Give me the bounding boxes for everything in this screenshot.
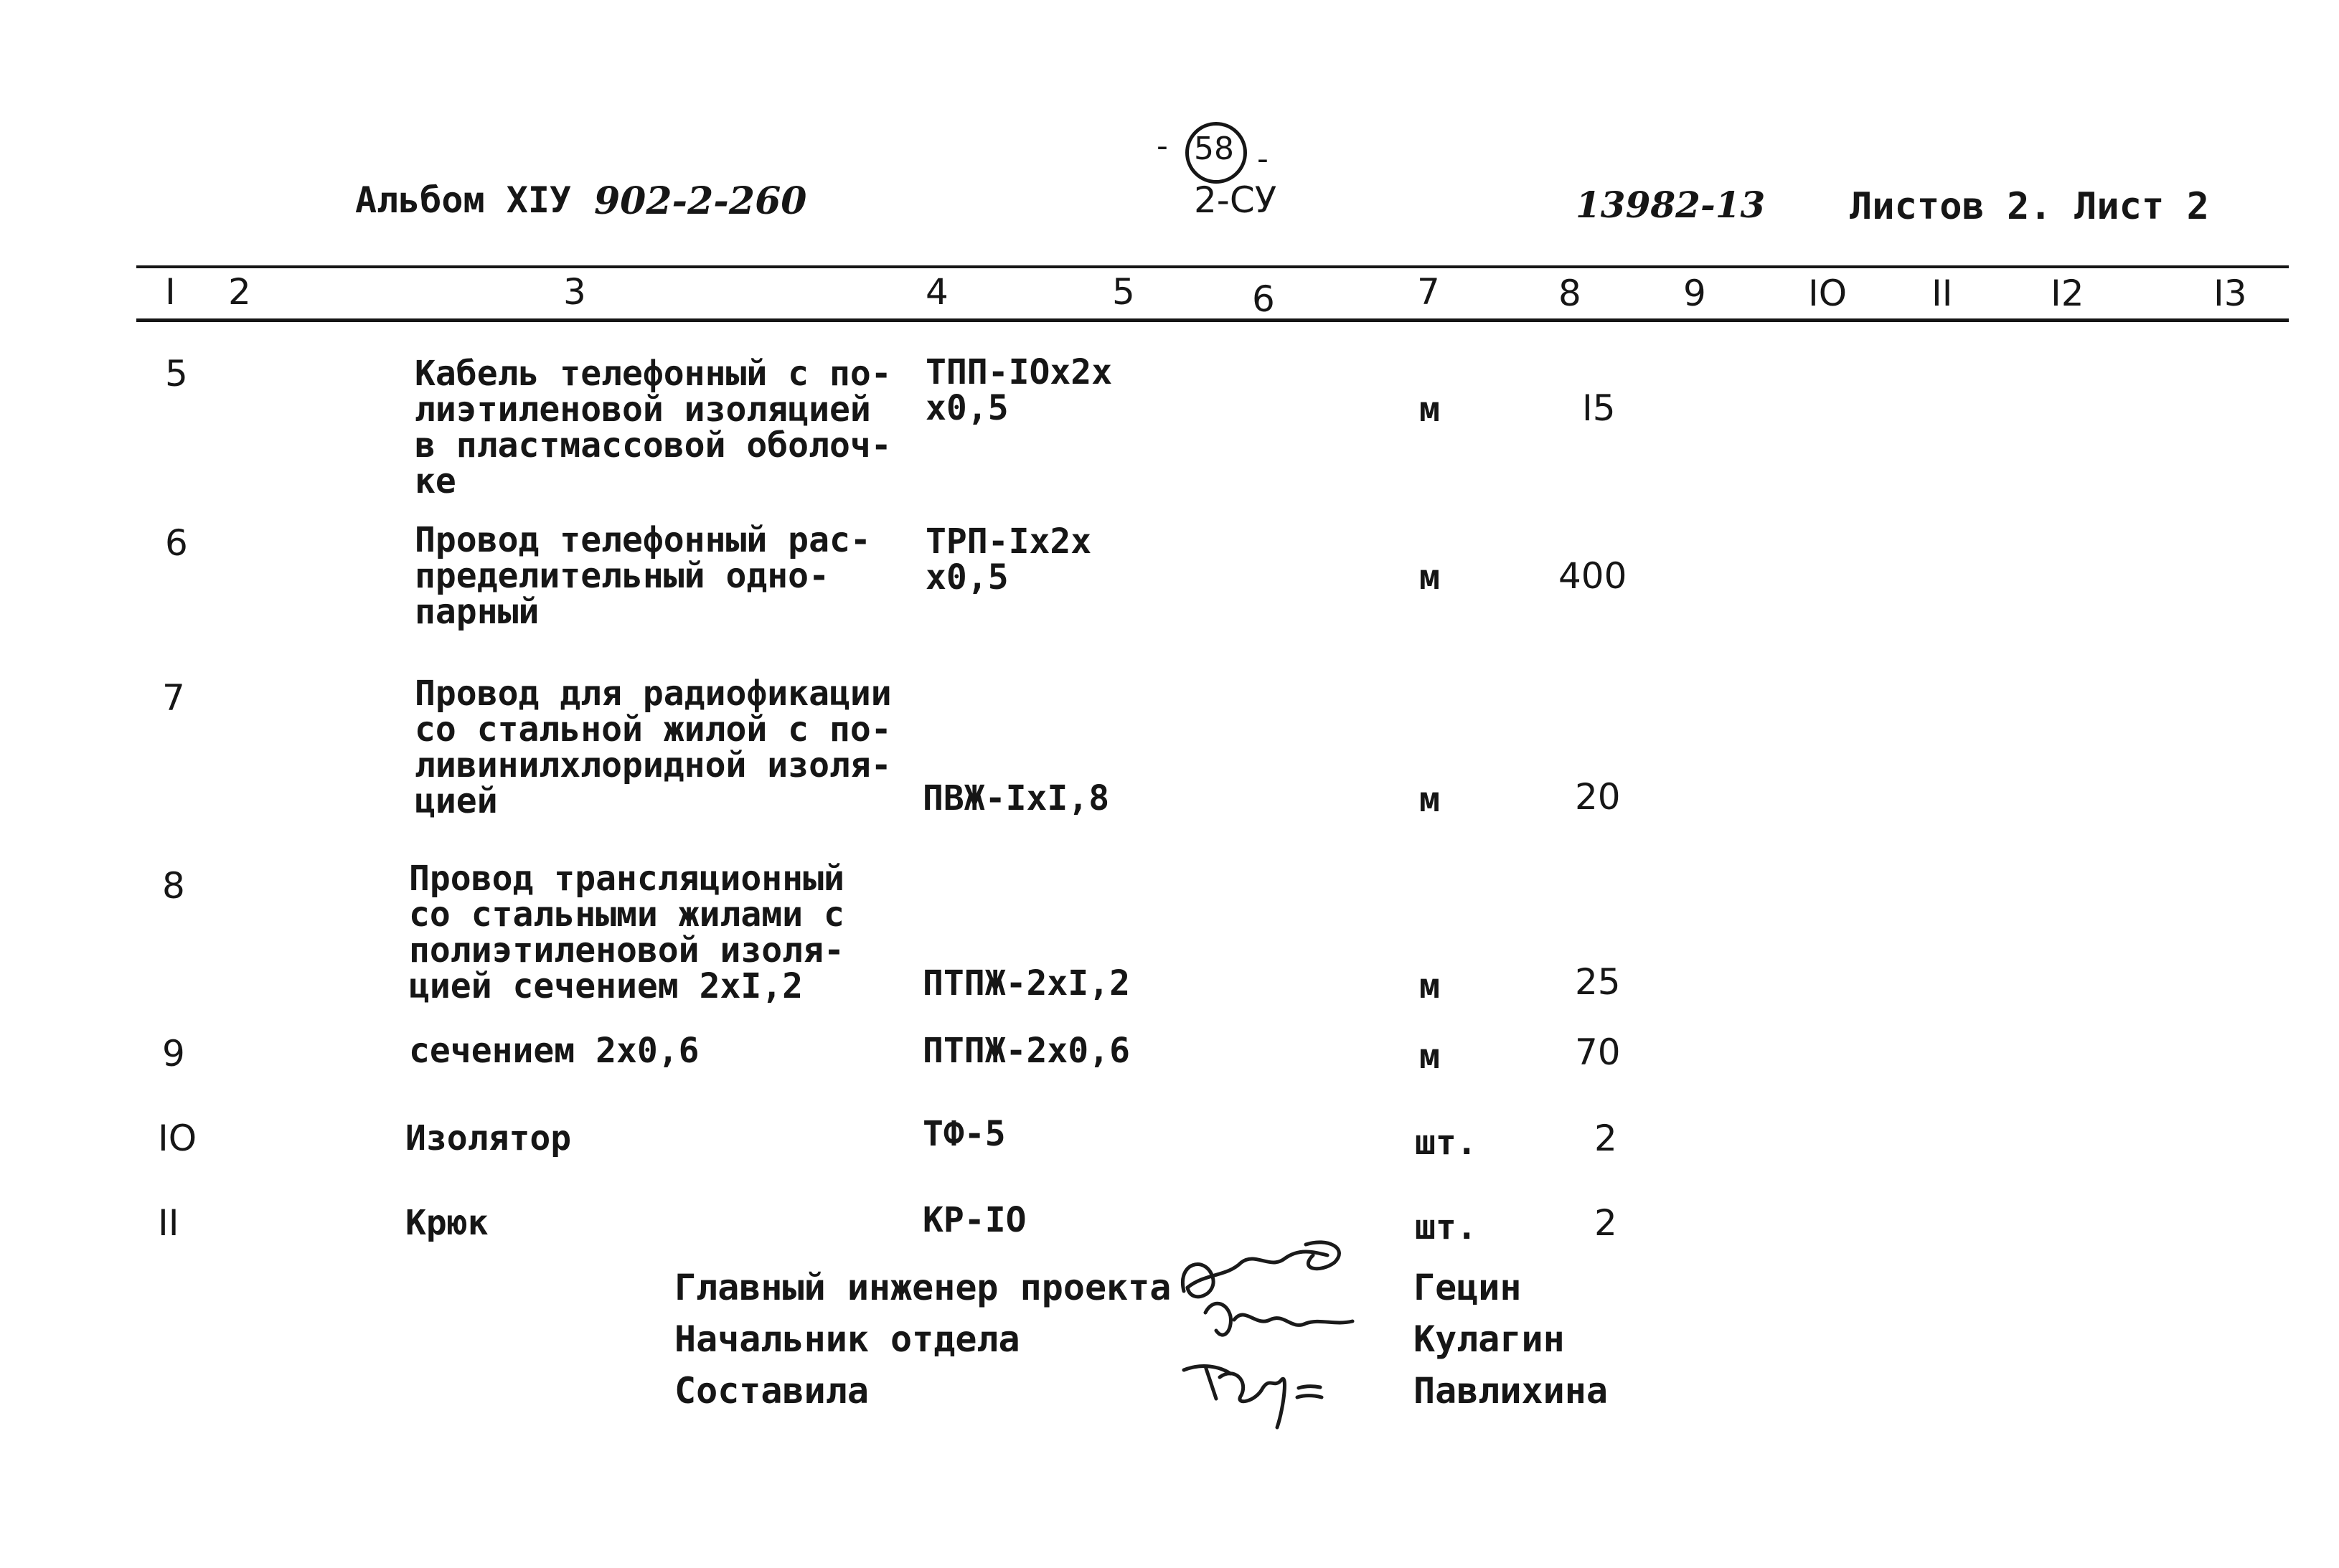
- column-number: IO: [1808, 273, 1848, 314]
- row-unit: шт.: [1415, 1207, 1477, 1247]
- row-mark: ПТПЖ-2хI,2: [923, 963, 1130, 1003]
- row-quantity: 70: [1575, 1031, 1621, 1073]
- row-unit: м: [1419, 1036, 1440, 1077]
- row-position: 8: [162, 865, 185, 907]
- column-number: 3: [563, 271, 586, 313]
- row-mark: ТФ-5: [923, 1114, 1006, 1154]
- header-top-rule: [136, 265, 2289, 268]
- signature-role: Главный инженер проекта: [674, 1267, 1172, 1308]
- row-mark: КР-IO: [923, 1200, 1027, 1240]
- signature-role: Составила: [674, 1370, 869, 1412]
- album-code: 902-2-260: [594, 179, 807, 223]
- row-position: 5: [165, 353, 188, 395]
- row-position: 6: [165, 522, 188, 564]
- column-number: 2: [228, 271, 251, 313]
- row-name: Кабель телефонный с по- лиэтиленовой изоляцией в пластмассовой оболоч- ке: [415, 354, 892, 501]
- row-quantity: I5: [1582, 387, 1616, 429]
- row-mark: ПВЖ-IxI,8: [923, 778, 1110, 818]
- row-mark: ПТПЖ-2х0,6: [923, 1031, 1130, 1071]
- column-number: 7: [1417, 271, 1440, 313]
- column-number: 6: [1252, 278, 1275, 320]
- signature-name: Кулагин: [1413, 1318, 1565, 1360]
- signature-name: Гецин: [1413, 1267, 1522, 1308]
- page-number: 58: [1194, 131, 1234, 167]
- row-position: IO: [158, 1118, 197, 1159]
- row-quantity: 400: [1558, 555, 1627, 597]
- row-unit: м: [1419, 966, 1440, 1006]
- row-name: Изолятор: [405, 1118, 572, 1158]
- row-quantity: 20: [1575, 776, 1621, 818]
- row-name: сечением 2х0,6: [409, 1031, 700, 1071]
- signature-role: Начальник отдела: [674, 1318, 1020, 1360]
- column-number: I2: [2051, 273, 2084, 314]
- column-number: 8: [1558, 273, 1581, 314]
- album-label: Альбом XIУ: [355, 179, 572, 221]
- handwritten-signatures: [1162, 1234, 1399, 1449]
- column-number: I: [165, 271, 176, 313]
- row-unit: м: [1419, 389, 1440, 430]
- sheets-info: Листов 2. Лист 2: [1850, 185, 2209, 228]
- row-unit: шт.: [1415, 1123, 1477, 1163]
- row-position: II: [158, 1202, 179, 1244]
- row-position: 7: [162, 677, 185, 719]
- section-code: 2-СУ: [1194, 179, 1277, 221]
- row-name: Крюк: [405, 1203, 489, 1243]
- row-quantity: 25: [1575, 961, 1621, 1003]
- row-unit: м: [1419, 557, 1440, 598]
- row-unit: м: [1419, 780, 1440, 820]
- row-quantity: 2: [1594, 1202, 1617, 1244]
- column-number: 5: [1112, 271, 1135, 313]
- header-bottom-rule: [136, 318, 2289, 322]
- row-quantity: 2: [1594, 1118, 1617, 1159]
- column-number: 4: [926, 271, 949, 313]
- row-position: 9: [162, 1033, 185, 1075]
- column-number: I3: [2213, 273, 2247, 314]
- signature-name: Павлихина: [1413, 1370, 1608, 1412]
- row-mark: ТПП-IOx2x x0,5: [926, 352, 1113, 428]
- row-name: Провод трансляционный со стальными жилами с полиэтиленовой изоля- цией сечением 2хI,2: [409, 859, 844, 1006]
- document-number: 13982-13: [1576, 184, 1766, 226]
- column-number: II: [1931, 273, 1953, 314]
- column-number: 9: [1683, 273, 1706, 314]
- row-name: Провод телефонный рас- пределительный одно- парный: [415, 520, 871, 632]
- row-mark: ТРП-Iх2х x0,5: [926, 521, 1092, 598]
- row-name: Провод для радиофикации со стальной жилой с по- ливинилхлоридной изоля- цией: [415, 674, 892, 821]
